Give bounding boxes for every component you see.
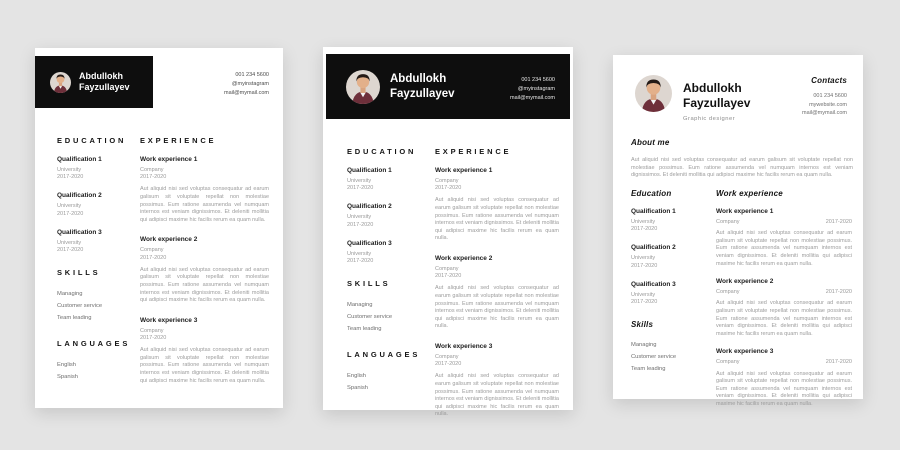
skill-item: Customer service [347,314,393,321]
experience-item: Work experience 3 Company 2017-2020 Aut aliquid nisi sed voluptas consequatur ad earum galisum sit voluptate repellat non molestiae possimus. Eum ratione assumenda vel numquam internos est veniam dignissimos. Et deleniti mollitia qui adipisci maxime hic facilis rerum ea quam nulla. [435,342,559,418]
resume-card-1 [35,48,283,408]
languages-list [57,359,137,383]
email-address: mail@mymail.com [223,90,269,97]
education-heading: Education [631,189,672,198]
skills-heading: Skills [631,320,654,330]
candidate-last-name: Fayzullayev [683,96,751,110]
skills-heading: SKILLS [57,268,101,278]
skills-list [57,288,137,324]
skills-list [347,299,429,335]
candidate-last-name: Fayzullayev [79,82,130,92]
languages-list [347,370,429,394]
experience-item: Work experience 1 Company 2017-2020 Aut aliquid nisi sed voluptas consequatur ad earum galisum sit voluptate repellat non molestiae possimus. Eum ratione assumenda vel numquam internos est veniam dignissimos. Et deleniti mollitia qui adipisci maxime hic facilis rerum ea quam nulla. [140,156,269,223]
skills-heading: SKILLS [347,279,391,289]
experience-item: Work experience 1 Company 2017-2020 Aut aliquid nisi sed voluptas consequatur ad earum galisum sit voluptate repellat non molestiae possimus. Eum ratione assumenda vel numquam internos est veniam dignissimos. Et deleniti mollitia qui adipisci maxime hic facilis rerum ea quam nulla. [716,208,852,267]
company-label: Company [716,219,740,225]
candidate-first-name: Abdullokh [390,73,447,85]
about-section [631,138,853,180]
candidate-name-block [683,81,750,122]
education-item: Qualification 1 University 2017-2020 [631,208,676,233]
candidate-last-name: Fayzullayev [390,87,455,100]
phone-number: 001 234 5600 [813,93,847,99]
profile-photo [635,75,672,112]
candidate-first-name: Abdullokh [683,81,742,95]
education-item: Qualification 1 University 2017-2020 [57,156,102,181]
education-heading: EDUCATION [57,136,127,145]
contacts-heading: Contacts [811,76,847,85]
education-item: Qualification 1 University 2017-2020 [347,167,392,192]
education-item: Qualification 2 University 2017-2020 [631,244,676,269]
skill-item: Team leading [347,326,382,333]
resume2-right-column [435,147,559,431]
experience-item: Work experience 2 Company 2017-2020 Aut aliquid nisi sed voluptas consequatur ad earum galisum sit voluptate repellat non molestiae possimus. Eum ratione assumenda vel numquam internos est veniam dignissimos. Et deleniti mollitia qui adipisci maxime hic facilis rerum ea quam nulla. [435,254,559,330]
skill-item: Customer service [57,303,103,310]
skill-item: Managing [57,291,83,298]
resume1-header [35,56,153,108]
education-item: Qualification 3 University 2017-2020 [631,280,676,306]
resume2-left-column [347,147,429,394]
skill-item: Customer service [631,354,677,361]
experience-description: Aut aliquid nisi sed voluptas consequatur ad earum galisum sit voluptate repellat non molestiae possimus. Eum ratione assumenda vel numquam internos est veniam dignissimos. Et deleniti mollitia qui adipisci maxime hic facilis rerum ea quam nulla. [140,266,269,304]
language-item: English [347,373,367,380]
instagram-handle: @myinstagram [517,86,555,93]
experience-item: Work experience 3 Company 2017-2020 Aut aliquid nisi sed voluptas consequatur ad earum galisum sit voluptate repellat non molestiae possimus. Eum ratione assumenda vel numquam internos est veniam dignissimos. Et deleniti mollitia qui adipisci maxime hic facilis rerum ea quam nulla. [716,348,852,407]
email-address: mail@mymail.com [801,110,847,117]
experience-description: Aut aliquid nisi sed voluptas consequatur ad earum galisum sit voluptate repellat non molestiae possimus. Eum ratione assumenda vel numquam internos est veniam dignissimos. Et deleniti mollitia qui adipisci maxime hic facilis rerum ea quam nulla. [435,373,559,418]
job-title: Graphic designer [683,116,736,122]
phone-number: 001 234 5600 [235,72,269,78]
skills-list [631,339,713,375]
experience-item: Work experience 2 Company 2017-2020 Aut aliquid nisi sed voluptas consequatur ad earum galisum sit voluptate repellat non molestiae possimus. Eum ratione assumenda vel numquam internos est veniam dignissimos. Et deleniti mollitia qui adipisci maxime hic facilis rerum ea quam nulla. [716,278,852,337]
skill-item: Managing [631,342,657,349]
experience-description: Aut aliquid nisi sed voluptas consequatur ad earum galisum sit voluptate repellat non molestiae possimus. Eum ratione assumenda vel numquam internos est veniam dignissimos. Et deleniti mollitia qui adipisci maxime hic facilis rerum ea quam nulla. [716,230,852,267]
resume-card-2 [323,47,573,418]
resume3-left-column [631,189,713,375]
resume3-right-column [716,189,852,419]
experience-heading: Work experience [716,189,783,198]
resume2-header [326,54,570,119]
experience-item: Work experience 3 Company 2017-2020 Aut aliquid nisi sed voluptas consequatur ad earum galisum sit voluptate repellat non molestiae possimus. Eum ratione assumenda vel numquam internos est veniam dignissimos. Et deleniti mollitia qui adipisci maxime hic facilis rerum ea quam nulla. [140,316,269,384]
education-item: Qualification 2 University 2017-2020 [347,203,392,228]
profile-photo [346,70,380,104]
education-heading: EDUCATION [347,147,417,156]
about-heading: About me [631,138,670,147]
experience-description: Aut aliquid nisi sed voluptas consequatur ad earum galisum sit voluptate repellat non molestiae possimus. Eum ratione assumenda vel numquam internos est veniam dignissimos. Et deleniti mollitia qui adipisci maxime hic facilis rerum ea quam nulla. [716,300,852,337]
experience-heading: EXPERIENCE [435,147,512,156]
candidate-name [390,72,455,101]
website-url: mywebsite.com [809,101,847,108]
experience-description: Aut aliquid nisi sed voluptas consequatur ad earum galisum sit voluptate repellat non molestiae possimus. Eum ratione assumenda vel numquam internos est veniam dignissimos. Et deleniti mollitia qui adipisci maxime hic facilis rerum ea quam nulla. [435,285,559,330]
language-item: Spanish [57,374,78,381]
experience-heading: EXPERIENCE [140,136,217,145]
languages-heading: LANGUAGES [57,339,131,349]
email-address: mail@mymail.com [509,95,555,102]
language-item: English [57,362,77,369]
education-item: Qualification 3 University 2017-2020 [347,239,392,265]
experience-description: Aut aliquid nisi sed voluptas consequatur ad earum galisum sit voluptate repellat non molestiae possimus. Eum ratione assumenda vel numquam internos est veniam dignissimos. Et deleniti mollitia qui adipisci maxime hic facilis rerum ea quam nulla. [435,197,559,242]
about-text: Aut aliquid nisi sed voluptas consequatur ad earum galisum sit voluptate repellat non molestiae possimus. Eum ratione assumenda vel numquam internos est veniam dignissimos. Et deleniti mollitia qui adipisci maxime hic facilis rerum ea quam nulla. [631,157,853,179]
date-range: 2017-2020 [825,289,852,296]
date-range: 2017-2020 [825,219,852,225]
resume1-right-column [140,136,269,397]
resume1-left-column [57,136,137,383]
candidate-name [79,71,130,94]
company-label: Company [716,359,740,366]
experience-item: Work experience 1 Company 2017-2020 Aut aliquid nisi sed voluptas consequatur ad earum galisum sit voluptate repellat non molestiae possimus. Eum ratione assumenda vel numquam internos est veniam dignissimos. Et deleniti mollitia qui adipisci maxime hic facilis rerum ea quam nulla. [435,167,559,242]
profile-photo [50,72,71,93]
phone-number: 001 234 5600 [521,77,555,83]
contact-info [224,71,269,99]
education-item: Qualification 3 University 2017-2020 [57,228,102,254]
contact-info [802,76,847,118]
experience-description: Aut aliquid nisi sed voluptas consequatur ad earum galisum sit voluptate repellat non molestiae possimus. Eum ratione assumenda vel numquam internos est veniam dignissimos. Et deleniti mollitia qui adipisci maxime hic facilis rerum ea quam nulla. [140,186,269,223]
languages-heading: LANGUAGES [347,350,421,360]
experience-description: Aut aliquid nisi sed voluptas consequatur ad earum galisum sit voluptate repellat non molestiae possimus. Eum ratione assumenda vel numquam internos est veniam dignissimos. Et deleniti mollitia qui adipisci maxime hic facilis rerum ea quam nulla. [716,370,852,407]
experience-item: Work experience 2 Company 2017-2020 Aut aliquid nisi sed voluptas consequatur ad earum galisum sit voluptate repellat non molestiae possimus. Eum ratione assumenda vel numquam internos est veniam dignissimos. Et deleniti mollitia qui adipisci maxime hic facilis rerum ea quam nulla. [140,236,269,304]
resume-card-3 [613,55,863,407]
education-item: Qualification 2 University 2017-2020 [57,192,102,217]
candidate-name [683,81,750,111]
instagram-handle: @myinstagram [231,81,269,88]
company-label: Company [716,289,740,296]
candidate-first-name: Abdullokh [79,70,123,81]
skill-item: Team leading [57,315,92,322]
language-item: Spanish [347,385,368,392]
skill-item: Managing [347,302,373,309]
skill-item: Team leading [631,366,666,373]
contact-info [510,76,555,104]
date-range: 2017-2020 [825,359,852,366]
experience-description: Aut aliquid nisi sed voluptas consequatur ad earum galisum sit voluptate repellat non molestiae possimus. Eum ratione assumenda vel numquam internos est veniam dignissimos. Et deleniti mollitia qui adipisci maxime hic facilis rerum ea quam nulla. [140,347,269,384]
